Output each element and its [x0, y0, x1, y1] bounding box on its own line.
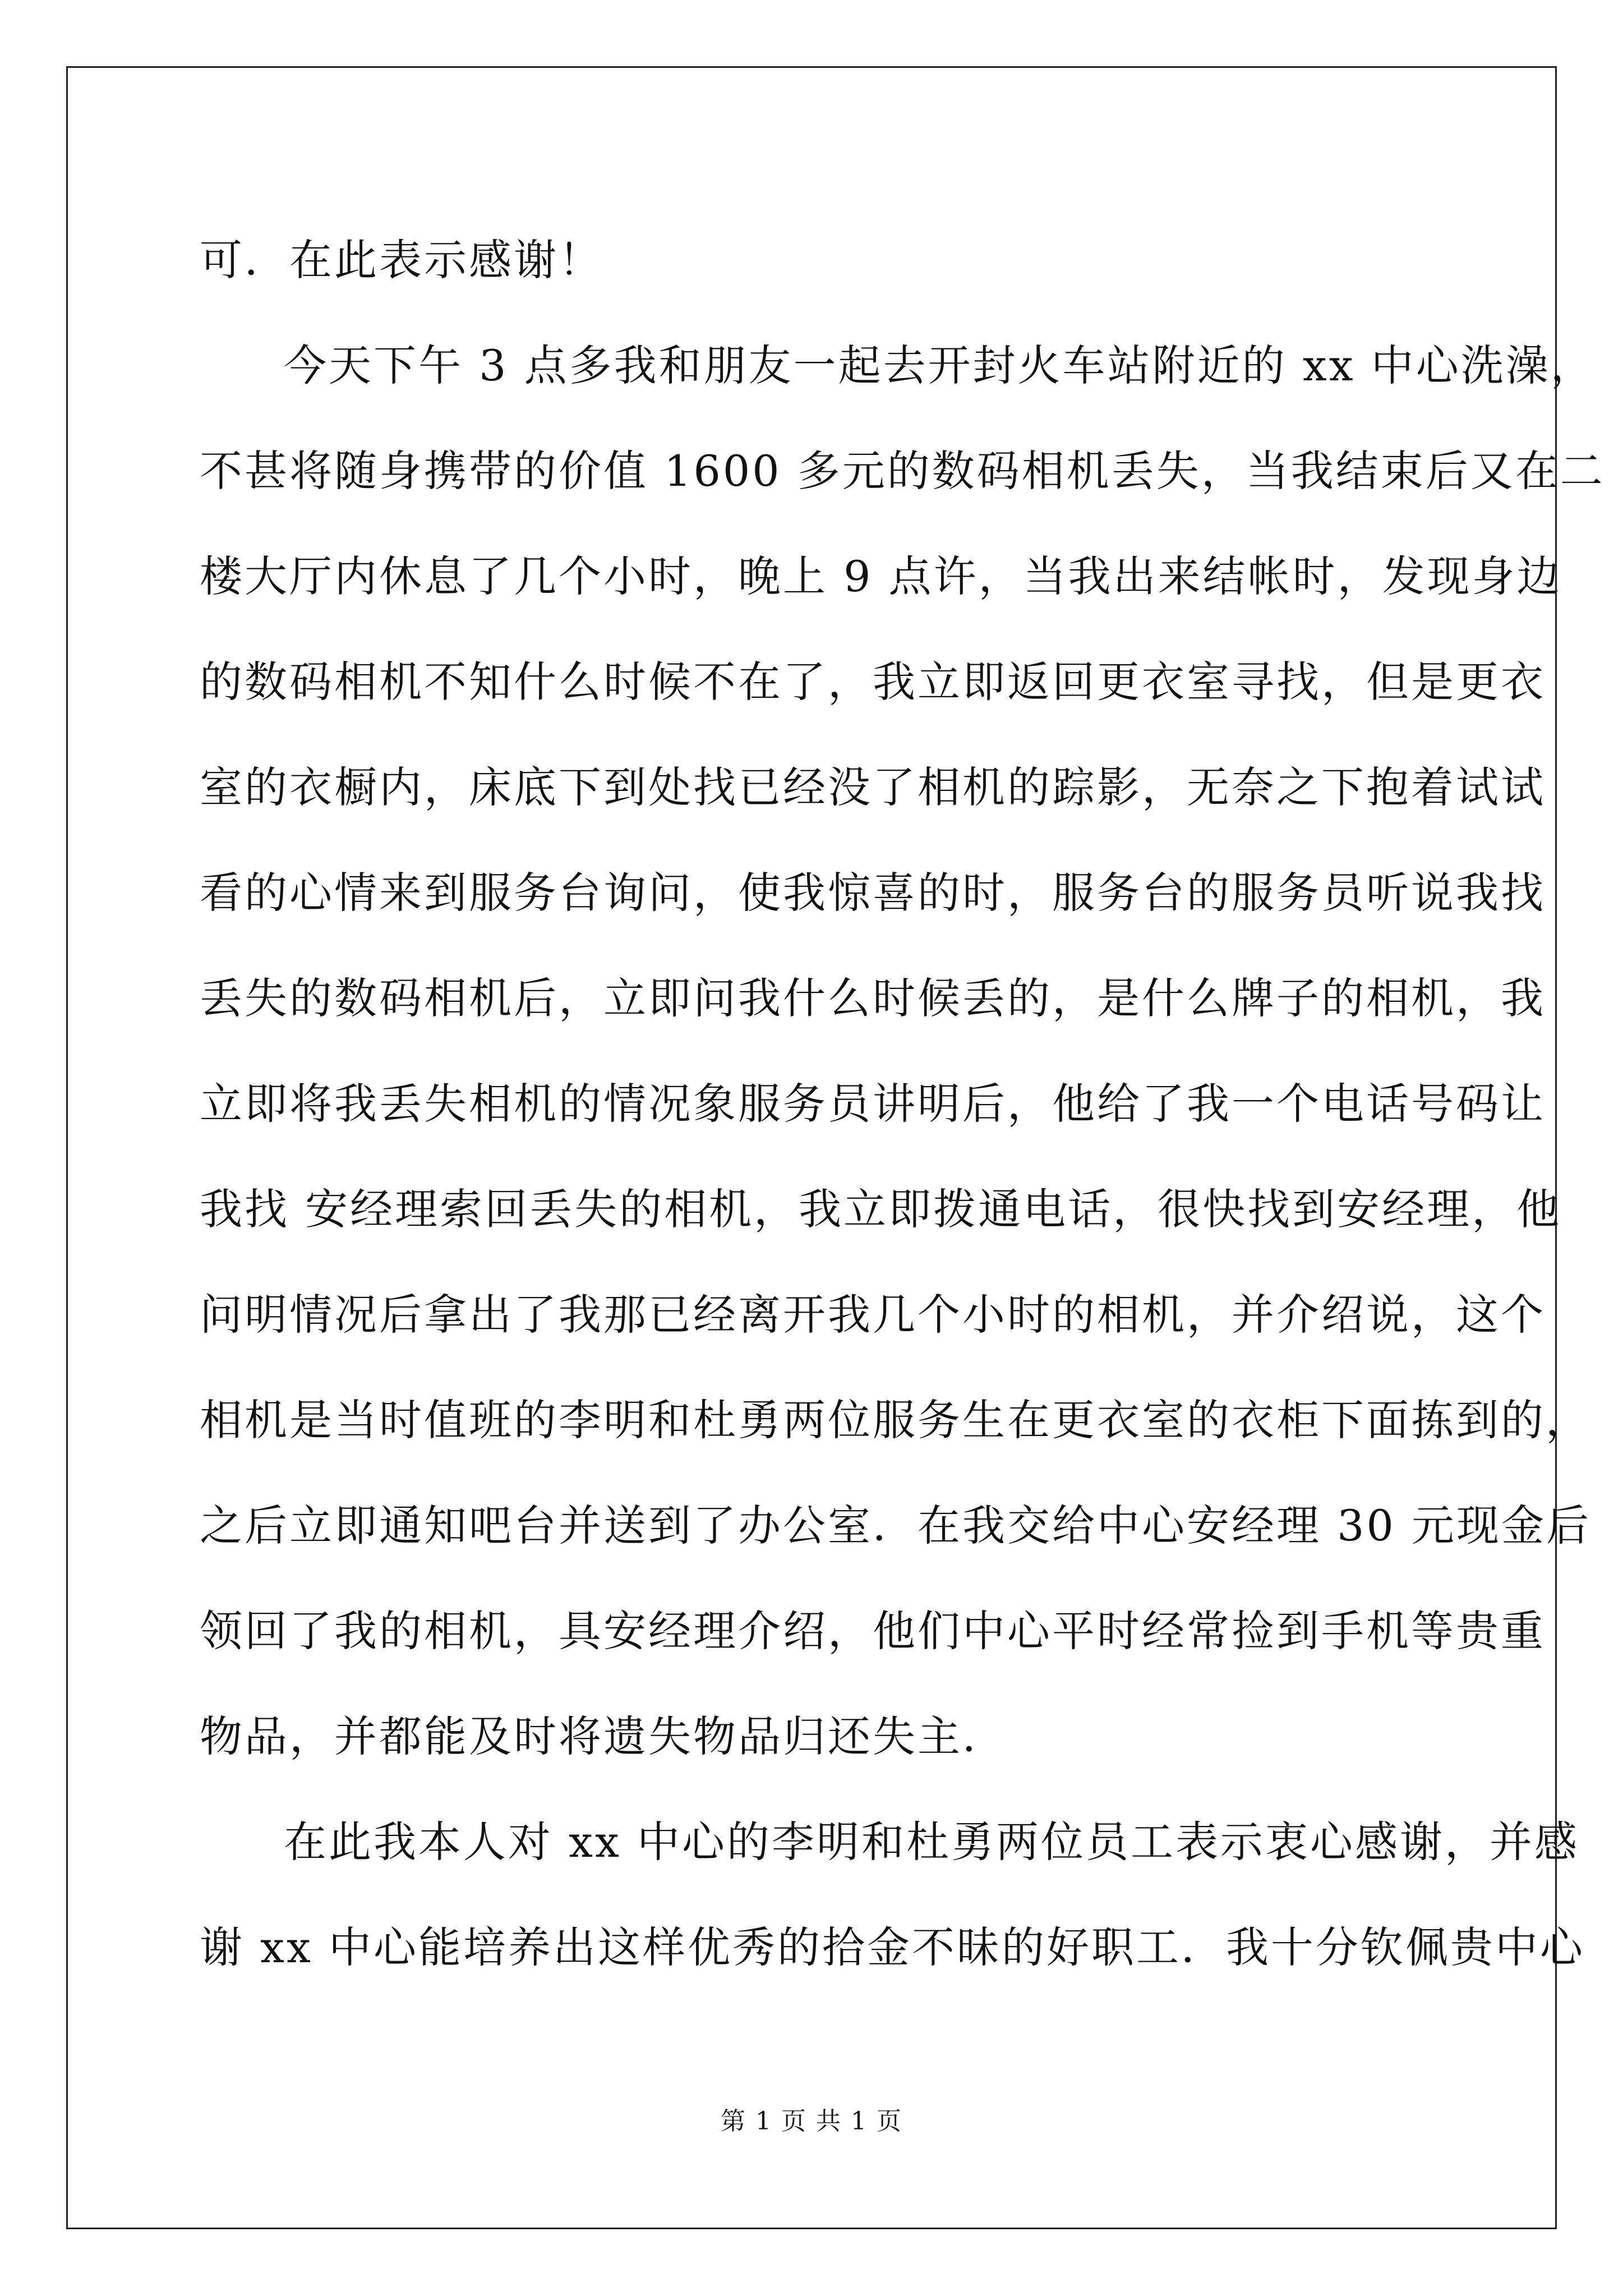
text-line: 物品，并都能及时将遗失物品归还失主． [200, 1711, 1007, 1761]
paragraph-start-line: 在此我本人对 xx 中心的李明和杜勇两位员工表示衷心感谢，并感 [284, 1817, 1580, 1867]
paragraph-start-line: 今天下午 3 点多我和朋友一起去开封火车站附近的 xx 中心洗澡， [284, 341, 1596, 390]
text-line: 楼大厅内休息了几个小时，晚上 9 点许，当我出来结帐时，发现身边 [200, 551, 1562, 601]
text-line: 丢失的数码相机后，立即问我什么时候丢的，是什么牌子的相机，我 [200, 973, 1546, 1023]
text-line: 相机是当时值班的李明和杜勇两位服务生在更衣室的衣柜下面拣到的， [200, 1395, 1590, 1445]
text-line: 谢 xx 中心能培养出这样优秀的拾金不昧的好职工．我十分钦佩贵中心 [200, 1922, 1585, 1972]
text-line: 的数码相机不知什么时候不在了，我立即返回更衣室寻找，但是更衣 [200, 657, 1546, 707]
text-line: 看的心情来到服务台询问，使我惊喜的时，服务台的服务员听说我找 [200, 868, 1546, 918]
text-line: 不甚将随身携带的价值 1600 多元的数码相机丢失，当我结束后又在二 [200, 446, 1605, 496]
text-line: 领回了我的相机，具安经理介绍，他们中心平时经常捡到手机等贵重 [200, 1606, 1546, 1656]
text-line: 之后立即通知吧台并送到了办公室．在我交给中心安经理 30 元现金后 [200, 1501, 1592, 1550]
text-line: 室的衣橱内，床底下到处找已经没了相机的踪影，无奈之下抱着试试 [200, 762, 1546, 812]
text-line: 可．在此表示感谢！ [200, 235, 603, 285]
page-footer: 第 1 页 共 1 页 [721, 2107, 902, 2136]
document-body [200, 208, 1605, 2000]
text-line: 我找 安经理索回丢失的相机，我立即拨通电话，很快找到安经理，他 [200, 1184, 1562, 1234]
text-line: 问明情况后拿出了我那已经离开我几个小时的相机，并介绍说，这个 [200, 1290, 1546, 1340]
text-line: 立即将我丢失相机的情况象服务员讲明后，他给了我一个电话号码让 [200, 1079, 1546, 1129]
